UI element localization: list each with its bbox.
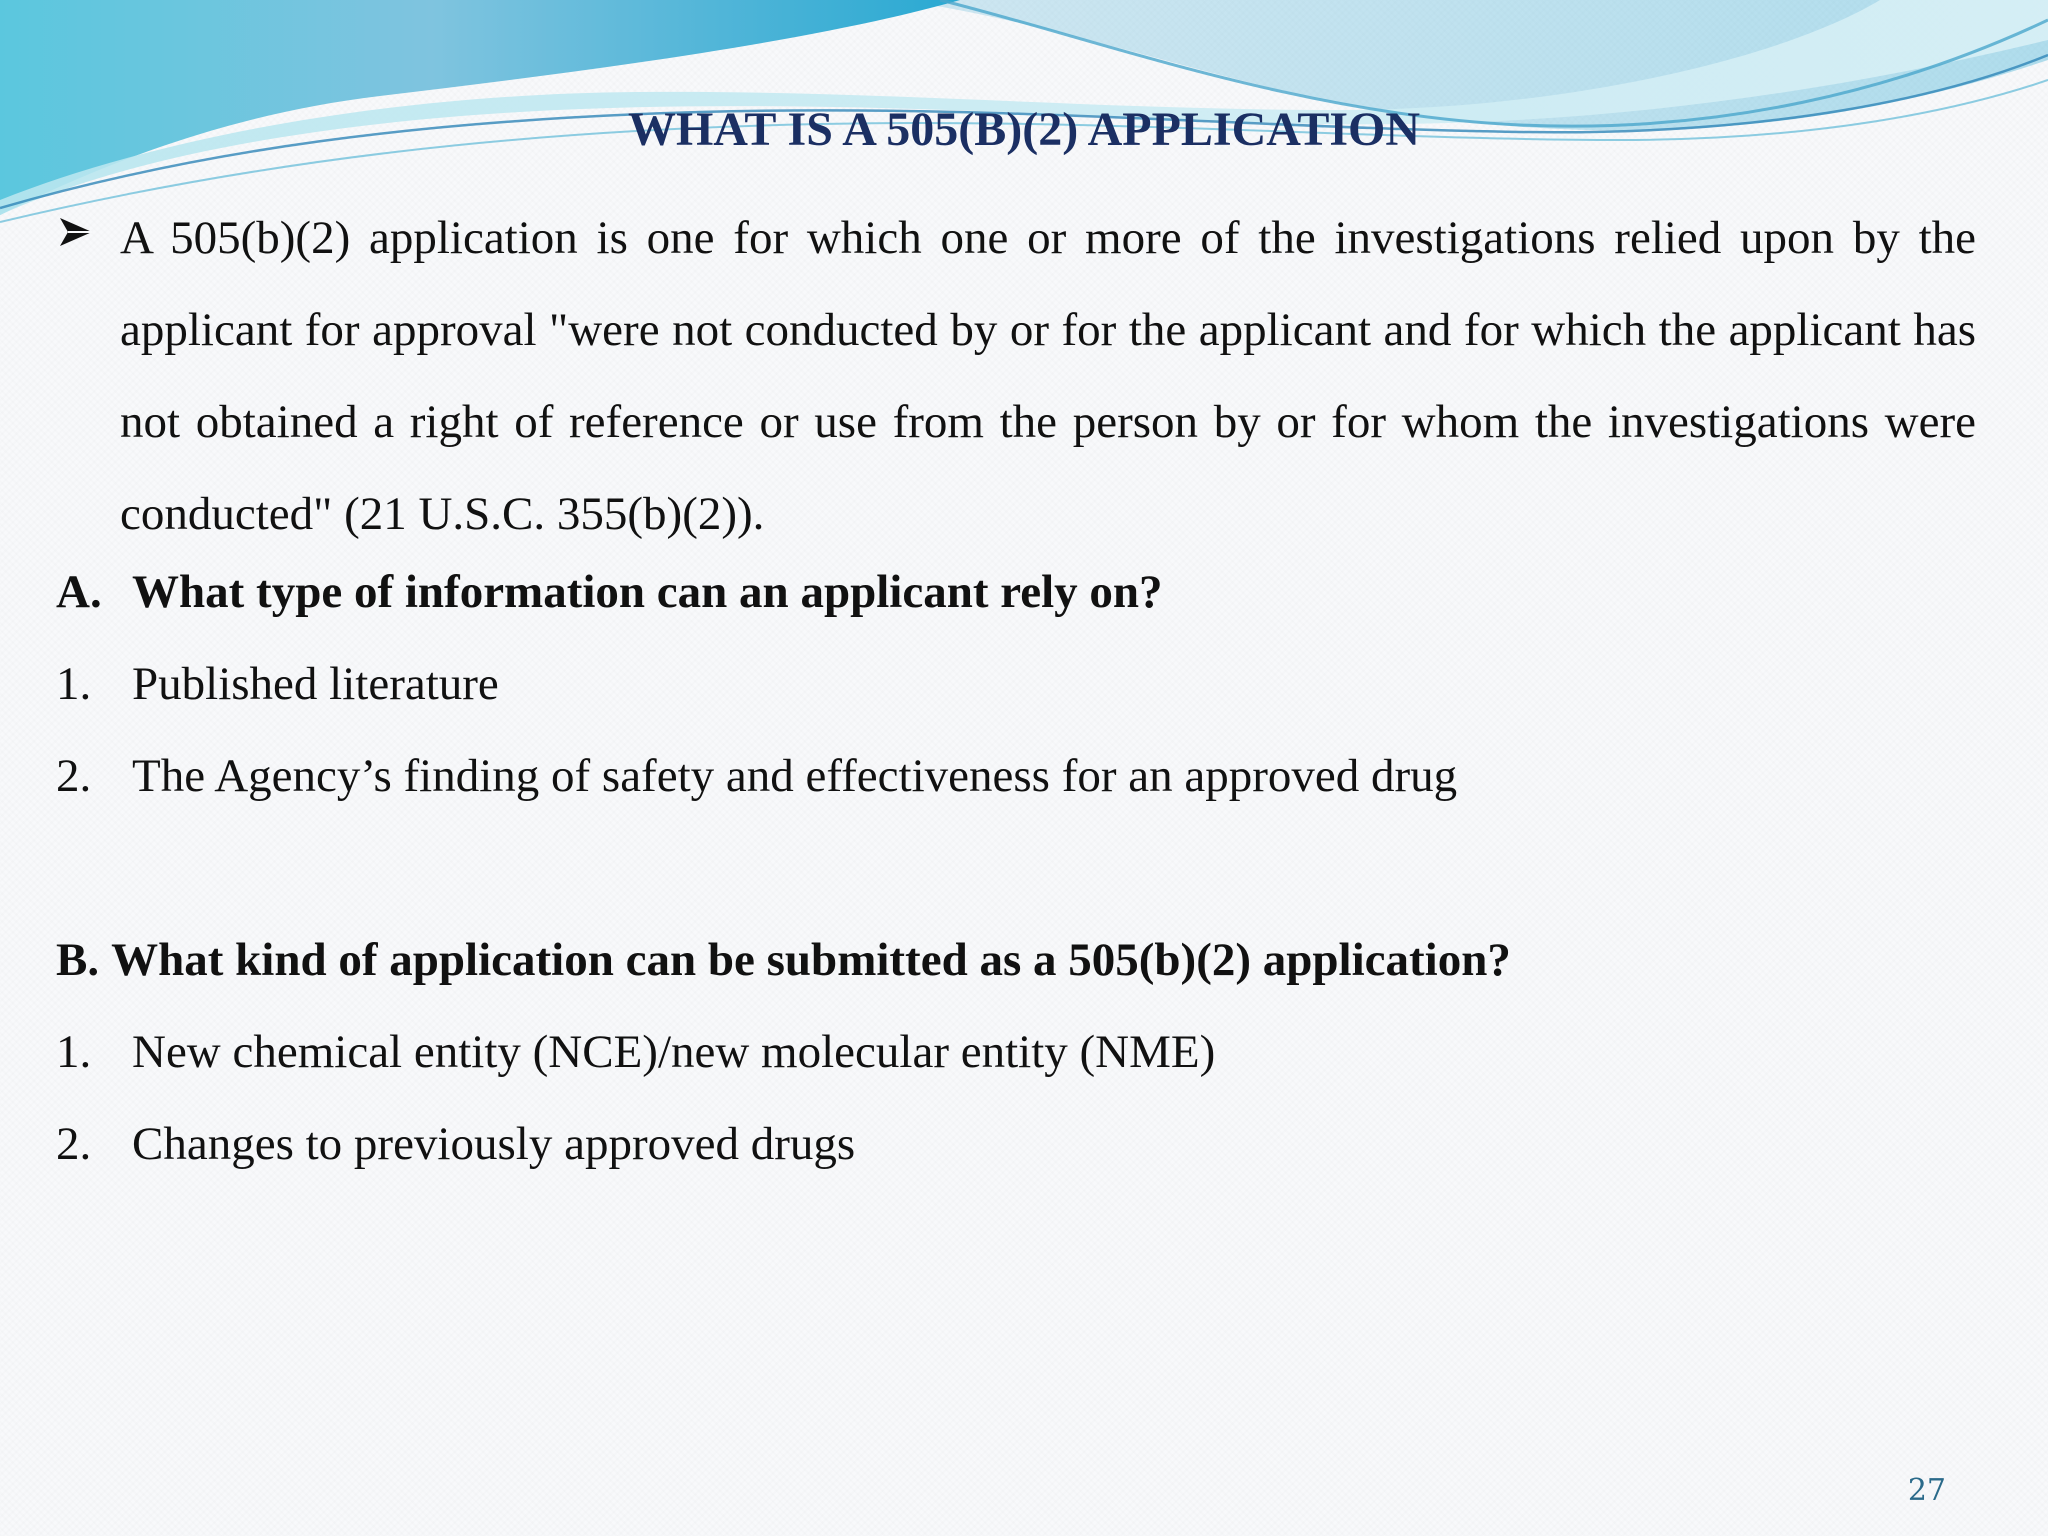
list-item-number: 1. — [56, 658, 92, 710]
list-item — [56, 1024, 1215, 1080]
list-item-text: Changes to previously approved drugs — [132, 1118, 856, 1170]
definition-bullet — [56, 192, 1976, 560]
arrowhead-bullet-icon — [56, 212, 96, 252]
question-b-letter: B. — [56, 934, 100, 986]
question-a-text: What type of information can an applicant rely on? — [132, 566, 1163, 618]
question-a — [56, 564, 1163, 620]
list-item-number: 1. — [56, 1026, 92, 1078]
page-number: 27 — [1907, 1473, 1946, 1508]
list-item — [56, 656, 499, 712]
question-b — [56, 932, 1511, 988]
list-item-text: Published literature — [132, 658, 499, 710]
definition-text: A 505(b)(2) application is one for which one or more of the investigations relied upon by the applicant for approval "were not conducted by or for the applicant and for which the applicant has not obtained a right of reference or use from the person by or for whom the investigations were conducted" (21 U.S.C. 355(b)(2)). — [120, 212, 1976, 540]
list-item-number: 2. — [56, 750, 92, 802]
list-item — [56, 1116, 855, 1172]
question-b-text: What kind of application can be submitted as a 505(b)(2) application? — [111, 934, 1511, 986]
list-item-text: The Agency’s finding of safety and effectiveness for an approved drug — [132, 750, 1458, 802]
question-a-letter: A. — [56, 566, 102, 618]
list-item-number: 2. — [56, 1118, 92, 1170]
page-title: WHAT IS A 505(B)(2) APPLICATION — [627, 103, 1421, 156]
list-item — [56, 748, 1457, 804]
list-item-text: New chemical entity (NCE)/new molecular entity (NME) — [132, 1026, 1216, 1078]
